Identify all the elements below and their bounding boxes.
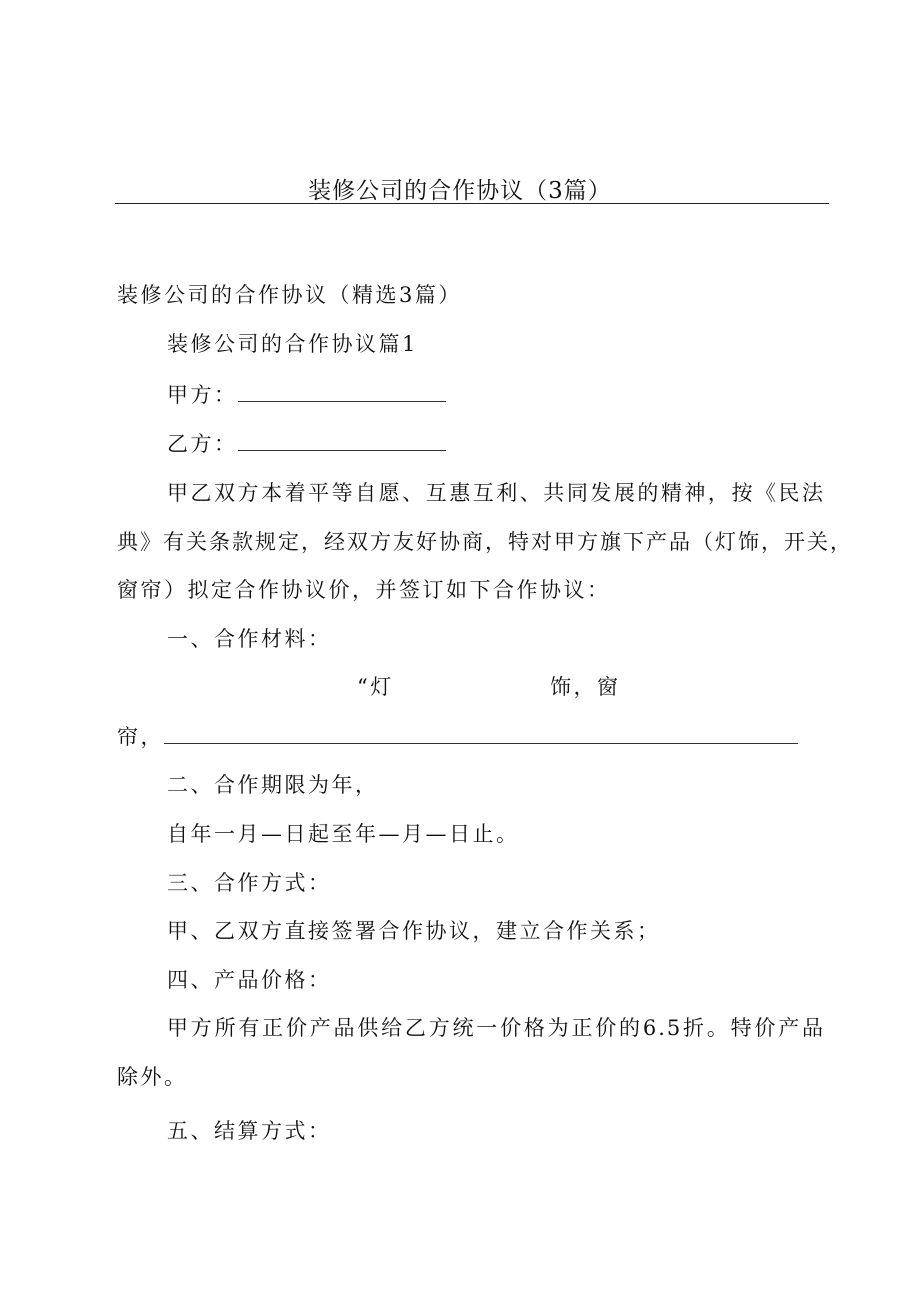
clause4-text-line-2: 除外。 <box>117 1065 188 1089</box>
clause2-text: 自年一月—日起至年—月—日止。 <box>167 822 520 846</box>
section-heading: 装修公司的合作协议篇1 <box>167 332 418 356</box>
clause1-line2 <box>117 721 798 751</box>
clause2-heading: 二、合作期限为年， <box>167 773 379 797</box>
document-title: 装修公司的合作协议（3篇） <box>308 178 612 204</box>
clause4-text-line-1: 甲方所有正价产品供给乙方统一价格为正价的6.5折。特价产品 <box>167 1016 825 1040</box>
party-b-line <box>167 428 446 458</box>
intro-line-3: 窗帘）拟定合作协议价，并签订如下合作协议： <box>117 578 611 602</box>
clause5-heading: 五、结算方式： <box>167 1119 332 1143</box>
intro-line-1: 甲乙双方本着平等自愿、互惠互利、共同发展的精神，按《民法 <box>167 481 825 505</box>
clause3-heading: 三、合作方式： <box>167 871 332 895</box>
clause1-quote-start: “灯 <box>357 675 394 699</box>
intro-line-2: 典》有关条款规定，经双方友好协商，特对甲方旗下产品（灯饰，开关， <box>117 530 853 554</box>
clause1-quote-mid: 饰，窗 <box>550 675 621 699</box>
clause3-text: 甲、乙双方直接签署合作协议，建立合作关系； <box>167 919 661 943</box>
clause4-heading: 四、产品价格： <box>167 968 332 992</box>
clause1-line2-prefix: 帘， <box>117 725 164 749</box>
document-subtitle: 装修公司的合作协议（精选3篇） <box>117 283 462 307</box>
party-b-label: 乙方： <box>167 432 238 456</box>
clause1-heading: 一、合作材料： <box>167 627 332 651</box>
party-a-line <box>167 379 446 409</box>
party-b-blank <box>238 432 446 451</box>
party-a-blank <box>238 383 446 402</box>
party-a-label: 甲方： <box>167 383 238 407</box>
title-underline <box>115 203 829 204</box>
clause1-blank <box>164 727 798 744</box>
